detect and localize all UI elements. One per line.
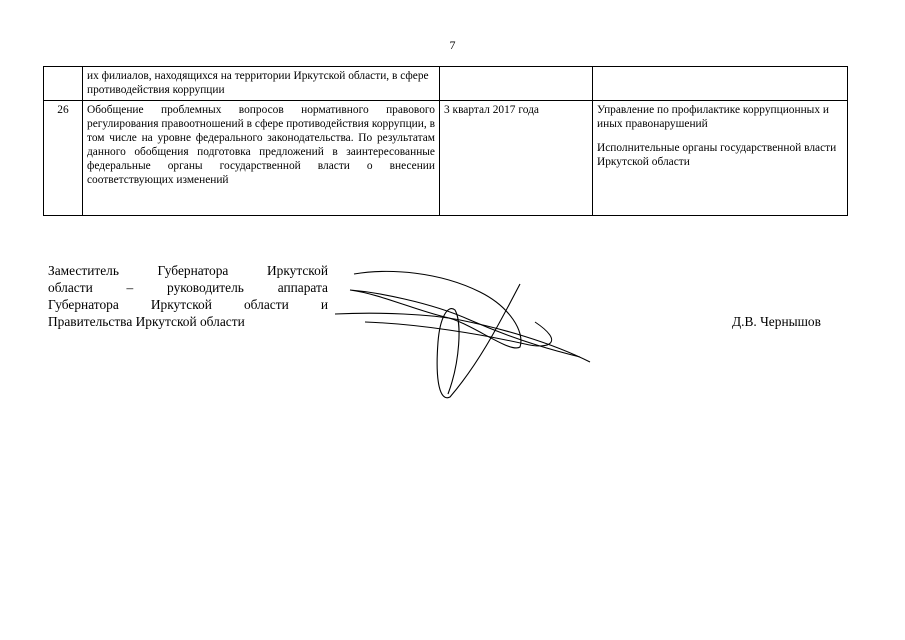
page-number: 7: [449, 38, 456, 52]
term-cell: [440, 67, 593, 101]
action-plan-table: [43, 66, 848, 216]
row-number-cell: 26: [44, 101, 83, 216]
handwritten-signature: [320, 262, 610, 407]
term-cell: 3 квартал 2017 года: [440, 101, 593, 216]
table-row: [44, 67, 848, 101]
position-line: Правительства Иркутской области: [48, 314, 245, 329]
responsible-cell: [593, 101, 848, 216]
action-cell: Обобщение проблемных вопросов нормативного правового регулирования правоотношений в сфере противодействия коррупции, в том числе на уровне федерального законодательства. По результатам данного обобщения подготовка предложений в заинтересованные федеральные органы государственной власти о внесении соответствующих изменений: [83, 101, 440, 216]
signatory-position: [48, 262, 328, 330]
position-line: Заместитель Губернатора Иркутской: [48, 263, 328, 278]
position-line: области – руководитель аппарата: [48, 280, 328, 295]
responsible-cell: [593, 67, 848, 101]
responsible-body: Управление по профилактике коррупционных и иных правонарушений: [597, 104, 829, 130]
responsible-body: Исполнительные органы государственной власти Иркутской области: [597, 142, 837, 168]
action-cell: их филиалов, находящихся на территории Иркутской области, в сфере противодействия коррупции: [83, 67, 440, 101]
position-line: Губернатора Иркутской области и: [48, 297, 328, 312]
row-number-cell: [44, 67, 83, 101]
signatory-name: Д.В. Чернышов: [732, 314, 821, 329]
table-row: [44, 101, 848, 216]
